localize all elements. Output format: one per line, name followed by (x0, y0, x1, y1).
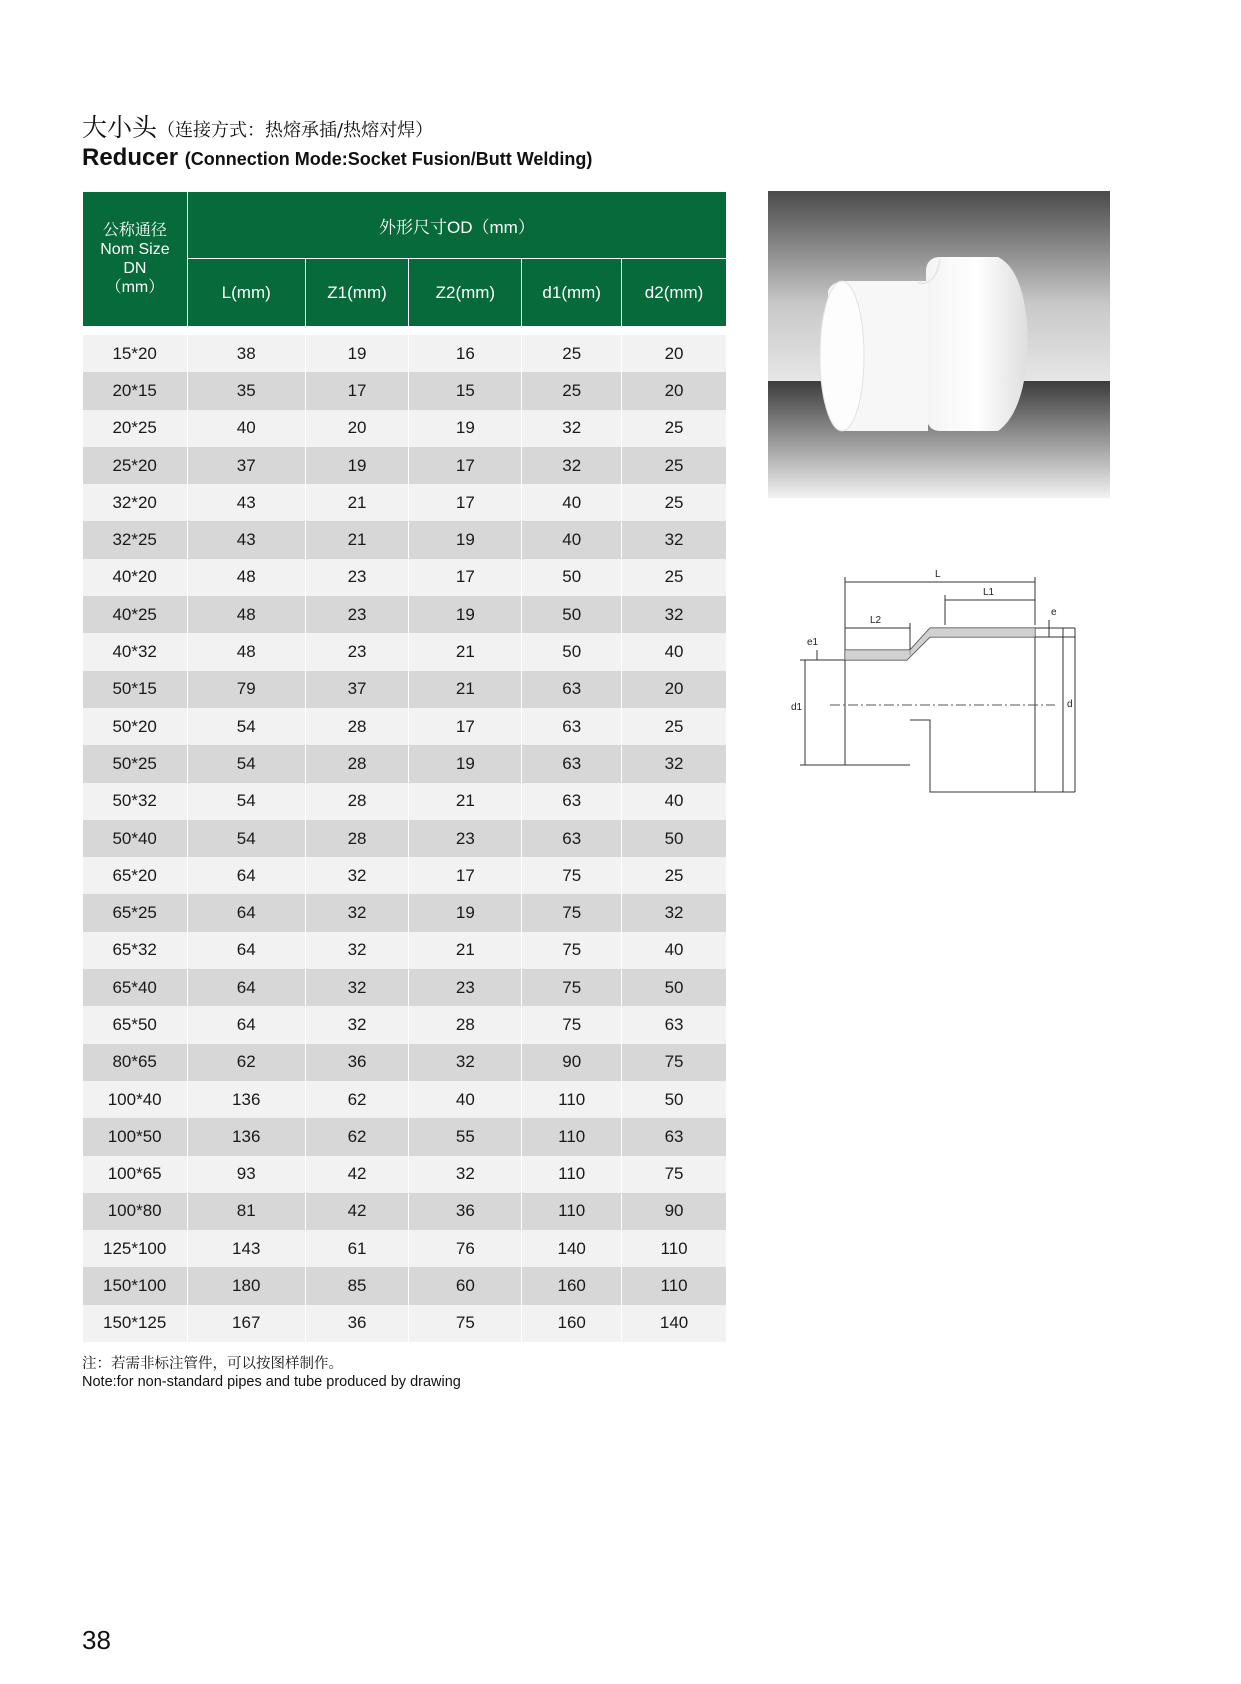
nominal-size-cell: 20*15 (83, 372, 188, 409)
dimension-cell: 37 (305, 671, 409, 708)
dimension-cell: 43 (187, 484, 305, 521)
dimension-cell: 64 (187, 969, 305, 1006)
nominal-size-cell: 65*50 (83, 1006, 188, 1043)
dimension-cell: 50 (622, 1081, 727, 1118)
title-cn-sub: （连接方式：热熔承插/热熔对焊） (157, 120, 434, 141)
dimension-cell: 136 (187, 1081, 305, 1118)
nominal-size-cell: 40*20 (83, 559, 188, 596)
dimension-cell: 32 (522, 410, 622, 447)
dimension-cell: 21 (409, 932, 522, 969)
dimension-cell: 19 (409, 596, 522, 633)
dimension-cell: 40 (622, 633, 727, 670)
dimension-cell: 63 (622, 1118, 727, 1155)
nominal-size-cell: 40*32 (83, 633, 188, 670)
dimension-cell: 21 (409, 671, 522, 708)
dimension-cell: 25 (622, 410, 727, 447)
dimension-cell: 50 (622, 969, 727, 1006)
dimension-cell: 32 (305, 894, 409, 931)
nominal-size-header (83, 192, 188, 327)
dimension-cell: 17 (409, 559, 522, 596)
dimension-cell: 62 (187, 1044, 305, 1081)
nominal-size-cell: 50*32 (83, 783, 188, 820)
dimension-cell: 64 (187, 1006, 305, 1043)
table-row (83, 932, 727, 969)
dimension-cell: 110 (622, 1230, 727, 1267)
dimension-cell: 32 (305, 969, 409, 1006)
dimension-cell: 63 (522, 671, 622, 708)
dimension-cell: 75 (522, 894, 622, 931)
nominal-size-cell: 65*20 (83, 857, 188, 894)
dimension-cell: 28 (409, 1006, 522, 1043)
table-row (83, 1044, 727, 1081)
dim-label-d: d (1067, 699, 1073, 710)
nominal-size-cell: 80*65 (83, 1044, 188, 1081)
table-row (83, 1193, 727, 1230)
table-row (83, 596, 727, 633)
dimension-cell: 32 (305, 1006, 409, 1043)
dimension-cell: 63 (622, 1006, 727, 1043)
dimension-cell: 140 (522, 1230, 622, 1267)
dimension-cell: 62 (305, 1118, 409, 1155)
dimension-cell: 110 (522, 1193, 622, 1230)
dimension-cell: 167 (187, 1305, 305, 1342)
dimension-cell: 21 (305, 484, 409, 521)
nominal-size-cell: 100*65 (83, 1156, 188, 1193)
dimension-cell: 32 (622, 894, 727, 931)
nominal-size-cell: 150*100 (83, 1267, 188, 1304)
corner-line2: Nom Size (100, 241, 170, 258)
nominal-size-cell: 150*125 (83, 1305, 188, 1342)
dimension-cell: 25 (522, 372, 622, 409)
dimension-cell: 40 (622, 783, 727, 820)
dimension-cell: 180 (187, 1267, 305, 1304)
dimension-cell: 38 (187, 335, 305, 372)
dimension-cell: 63 (522, 708, 622, 745)
dimension-cell: 48 (187, 633, 305, 670)
dimension-cell: 25 (622, 857, 727, 894)
dimension-cell: 54 (187, 745, 305, 782)
dimension-cell: 28 (305, 820, 409, 857)
dimension-cell: 25 (622, 484, 727, 521)
dimension-cell: 23 (409, 820, 522, 857)
page-number: 38 (82, 1625, 111, 1655)
nominal-size-cell: 20*25 (83, 410, 188, 447)
col-header-d1: d1(mm) (522, 259, 622, 327)
table-row (83, 410, 727, 447)
table-row (83, 559, 727, 596)
dimension-cell: 63 (522, 820, 622, 857)
dimension-cell: 75 (522, 857, 622, 894)
table-row (83, 1305, 727, 1342)
dimension-cell: 64 (187, 932, 305, 969)
dim-label-L: L (935, 569, 941, 580)
dimension-cell: 36 (305, 1305, 409, 1342)
title-en-sub: (Connection Mode:Socket Fusion/Butt Welding) (184, 149, 593, 169)
dimension-cell: 75 (409, 1305, 522, 1342)
dimension-cell: 20 (305, 410, 409, 447)
dimension-cell: 40 (409, 1081, 522, 1118)
dimension-cell: 75 (622, 1044, 727, 1081)
dimension-cell: 32 (305, 857, 409, 894)
table-row (83, 745, 727, 782)
dimension-cell: 160 (522, 1267, 622, 1304)
dimension-cell: 76 (409, 1230, 522, 1267)
dimension-cell: 32 (409, 1156, 522, 1193)
dimension-cell: 32 (622, 596, 727, 633)
table-row (83, 447, 727, 484)
nominal-size-cell: 65*32 (83, 932, 188, 969)
nominal-size-cell: 15*20 (83, 335, 188, 372)
spec-table-body (83, 327, 727, 1343)
dimension-cell: 79 (187, 671, 305, 708)
dimension-cell: 40 (187, 410, 305, 447)
table-row (83, 857, 727, 894)
dimension-cell: 19 (409, 745, 522, 782)
dimension-cell: 17 (409, 484, 522, 521)
dim-label-e: e (1051, 607, 1057, 618)
dimension-cell: 75 (522, 932, 622, 969)
nominal-size-cell: 100*40 (83, 1081, 188, 1118)
reducer-dimension-drawing (785, 565, 1085, 825)
dimension-cell: 140 (622, 1305, 727, 1342)
nominal-size-cell: 100*80 (83, 1193, 188, 1230)
title-en-main: Reducer (82, 144, 179, 171)
dimension-cell: 85 (305, 1267, 409, 1304)
dimension-cell: 23 (409, 969, 522, 1006)
dimension-cell: 55 (409, 1118, 522, 1155)
table-row (83, 1230, 727, 1267)
dimension-cell: 32 (622, 521, 727, 558)
dimension-cell: 54 (187, 708, 305, 745)
nominal-size-cell: 40*25 (83, 596, 188, 633)
dimension-cell: 90 (622, 1193, 727, 1230)
dimension-cell: 25 (622, 447, 727, 484)
dimension-cell: 64 (187, 857, 305, 894)
corner-line3: DN (123, 260, 147, 277)
dimension-cell: 36 (305, 1044, 409, 1081)
dimension-cell: 93 (187, 1156, 305, 1193)
dim-label-L2: L2 (870, 615, 882, 626)
dimension-cell: 23 (305, 633, 409, 670)
dimension-cell: 50 (522, 559, 622, 596)
dimension-cell: 75 (522, 1006, 622, 1043)
corner-line1: 公称通径 (102, 222, 167, 239)
dimension-cell: 160 (522, 1305, 622, 1342)
dimension-cell: 19 (409, 410, 522, 447)
page-title-en (82, 144, 592, 172)
dimension-cell: 110 (622, 1267, 727, 1304)
table-row (83, 521, 727, 558)
table-row (83, 484, 727, 521)
dimension-cell: 63 (522, 783, 622, 820)
table-row (83, 633, 727, 670)
page-title-cn (82, 108, 433, 144)
dimension-cell: 17 (409, 708, 522, 745)
dimension-cell: 17 (409, 857, 522, 894)
dimension-cell: 32 (522, 447, 622, 484)
dimension-cell: 48 (187, 596, 305, 633)
nominal-size-cell: 50*25 (83, 745, 188, 782)
dimension-cell: 42 (305, 1156, 409, 1193)
dimension-cell: 17 (305, 372, 409, 409)
dimension-cell: 136 (187, 1118, 305, 1155)
footnote (82, 1355, 461, 1391)
nominal-size-cell: 50*15 (83, 671, 188, 708)
title-cn-main: 大小头 (82, 113, 158, 142)
spec-table (82, 191, 727, 1342)
dimension-cell: 23 (305, 559, 409, 596)
dimension-cell: 16 (409, 335, 522, 372)
dimension-cell: 75 (522, 969, 622, 1006)
col-header-d2: d2(mm) (622, 259, 727, 327)
dimension-cell: 110 (522, 1081, 622, 1118)
table-row (83, 1006, 727, 1043)
table-row (83, 969, 727, 1006)
table-row (83, 1156, 727, 1193)
dimension-cell: 28 (305, 708, 409, 745)
dimension-cell: 61 (305, 1230, 409, 1267)
dimension-cell: 63 (522, 745, 622, 782)
dimension-cell: 23 (305, 596, 409, 633)
dimension-cell: 17 (409, 447, 522, 484)
table-row (83, 1267, 727, 1304)
dimension-cell: 35 (187, 372, 305, 409)
dimension-cell: 28 (305, 745, 409, 782)
nominal-size-cell: 50*20 (83, 708, 188, 745)
table-row (83, 894, 727, 931)
dimension-cell: 20 (622, 372, 727, 409)
nominal-size-cell: 125*100 (83, 1230, 188, 1267)
reducer-product-photo (768, 191, 1110, 498)
dim-label-L1: L1 (983, 587, 995, 598)
dim-label-e1: e1 (807, 637, 819, 648)
nominal-size-cell: 100*50 (83, 1118, 188, 1155)
dimension-cell: 42 (305, 1193, 409, 1230)
table-row (83, 1081, 727, 1118)
dimension-cell: 25 (522, 335, 622, 372)
dimension-cell: 62 (305, 1081, 409, 1118)
dimension-cell: 25 (622, 559, 727, 596)
dimension-cell: 15 (409, 372, 522, 409)
table-row (83, 708, 727, 745)
col-header-z2: Z2(mm) (409, 259, 522, 327)
dimension-cell: 40 (522, 521, 622, 558)
dimension-cell: 143 (187, 1230, 305, 1267)
dimension-cell: 110 (522, 1156, 622, 1193)
dimension-cell: 21 (409, 633, 522, 670)
dimension-cell: 64 (187, 894, 305, 931)
table-row (83, 783, 727, 820)
dimension-cell: 90 (522, 1044, 622, 1081)
nominal-size-cell: 32*25 (83, 521, 188, 558)
dimension-cell: 60 (409, 1267, 522, 1304)
dimension-cell: 28 (305, 783, 409, 820)
dimension-cell: 81 (187, 1193, 305, 1230)
nominal-size-cell: 25*20 (83, 447, 188, 484)
dimension-cell: 21 (409, 783, 522, 820)
corner-line4: （mm） (105, 279, 165, 296)
dimension-cell: 50 (522, 596, 622, 633)
dim-label-d1: d1 (791, 702, 803, 713)
table-row (83, 1118, 727, 1155)
table-row (83, 671, 727, 708)
dimension-cell: 50 (622, 820, 727, 857)
dimension-cell: 110 (522, 1118, 622, 1155)
dimension-cell: 48 (187, 559, 305, 596)
dimension-cell: 54 (187, 820, 305, 857)
dimension-cell: 50 (522, 633, 622, 670)
dimension-cell: 43 (187, 521, 305, 558)
nominal-size-cell: 32*20 (83, 484, 188, 521)
nominal-size-cell: 65*40 (83, 969, 188, 1006)
note-en: Note:for non-standard pipes and tube produced by drawing (82, 1374, 461, 1390)
table-row (83, 820, 727, 857)
nominal-size-cell: 50*40 (83, 820, 188, 857)
table-row (83, 372, 727, 409)
dimension-cell: 36 (409, 1193, 522, 1230)
dimension-cell: 32 (409, 1044, 522, 1081)
dimension-cell: 37 (187, 447, 305, 484)
table-row (83, 335, 727, 372)
col-header-l: L(mm) (187, 259, 305, 327)
dimension-cell: 32 (622, 745, 727, 782)
note-cn: 注：若需非标注管件，可以按图样制作。 (82, 1356, 343, 1372)
dimension-cell: 40 (522, 484, 622, 521)
dimension-cell: 21 (305, 521, 409, 558)
dimension-cell: 20 (622, 671, 727, 708)
dimension-cell: 54 (187, 783, 305, 820)
dimension-cell: 19 (305, 447, 409, 484)
dimension-cell: 19 (409, 894, 522, 931)
dimension-cell: 32 (305, 932, 409, 969)
dimension-cell: 25 (622, 708, 727, 745)
dimension-cell: 75 (622, 1156, 727, 1193)
dimension-cell: 40 (622, 932, 727, 969)
dimension-cell: 19 (409, 521, 522, 558)
dimension-cell: 19 (305, 335, 409, 372)
col-header-z1: Z1(mm) (305, 259, 409, 327)
nominal-size-cell: 65*25 (83, 894, 188, 931)
dimension-cell: 20 (622, 335, 727, 372)
od-group-header: 外形尺寸OD（mm） (187, 192, 726, 259)
